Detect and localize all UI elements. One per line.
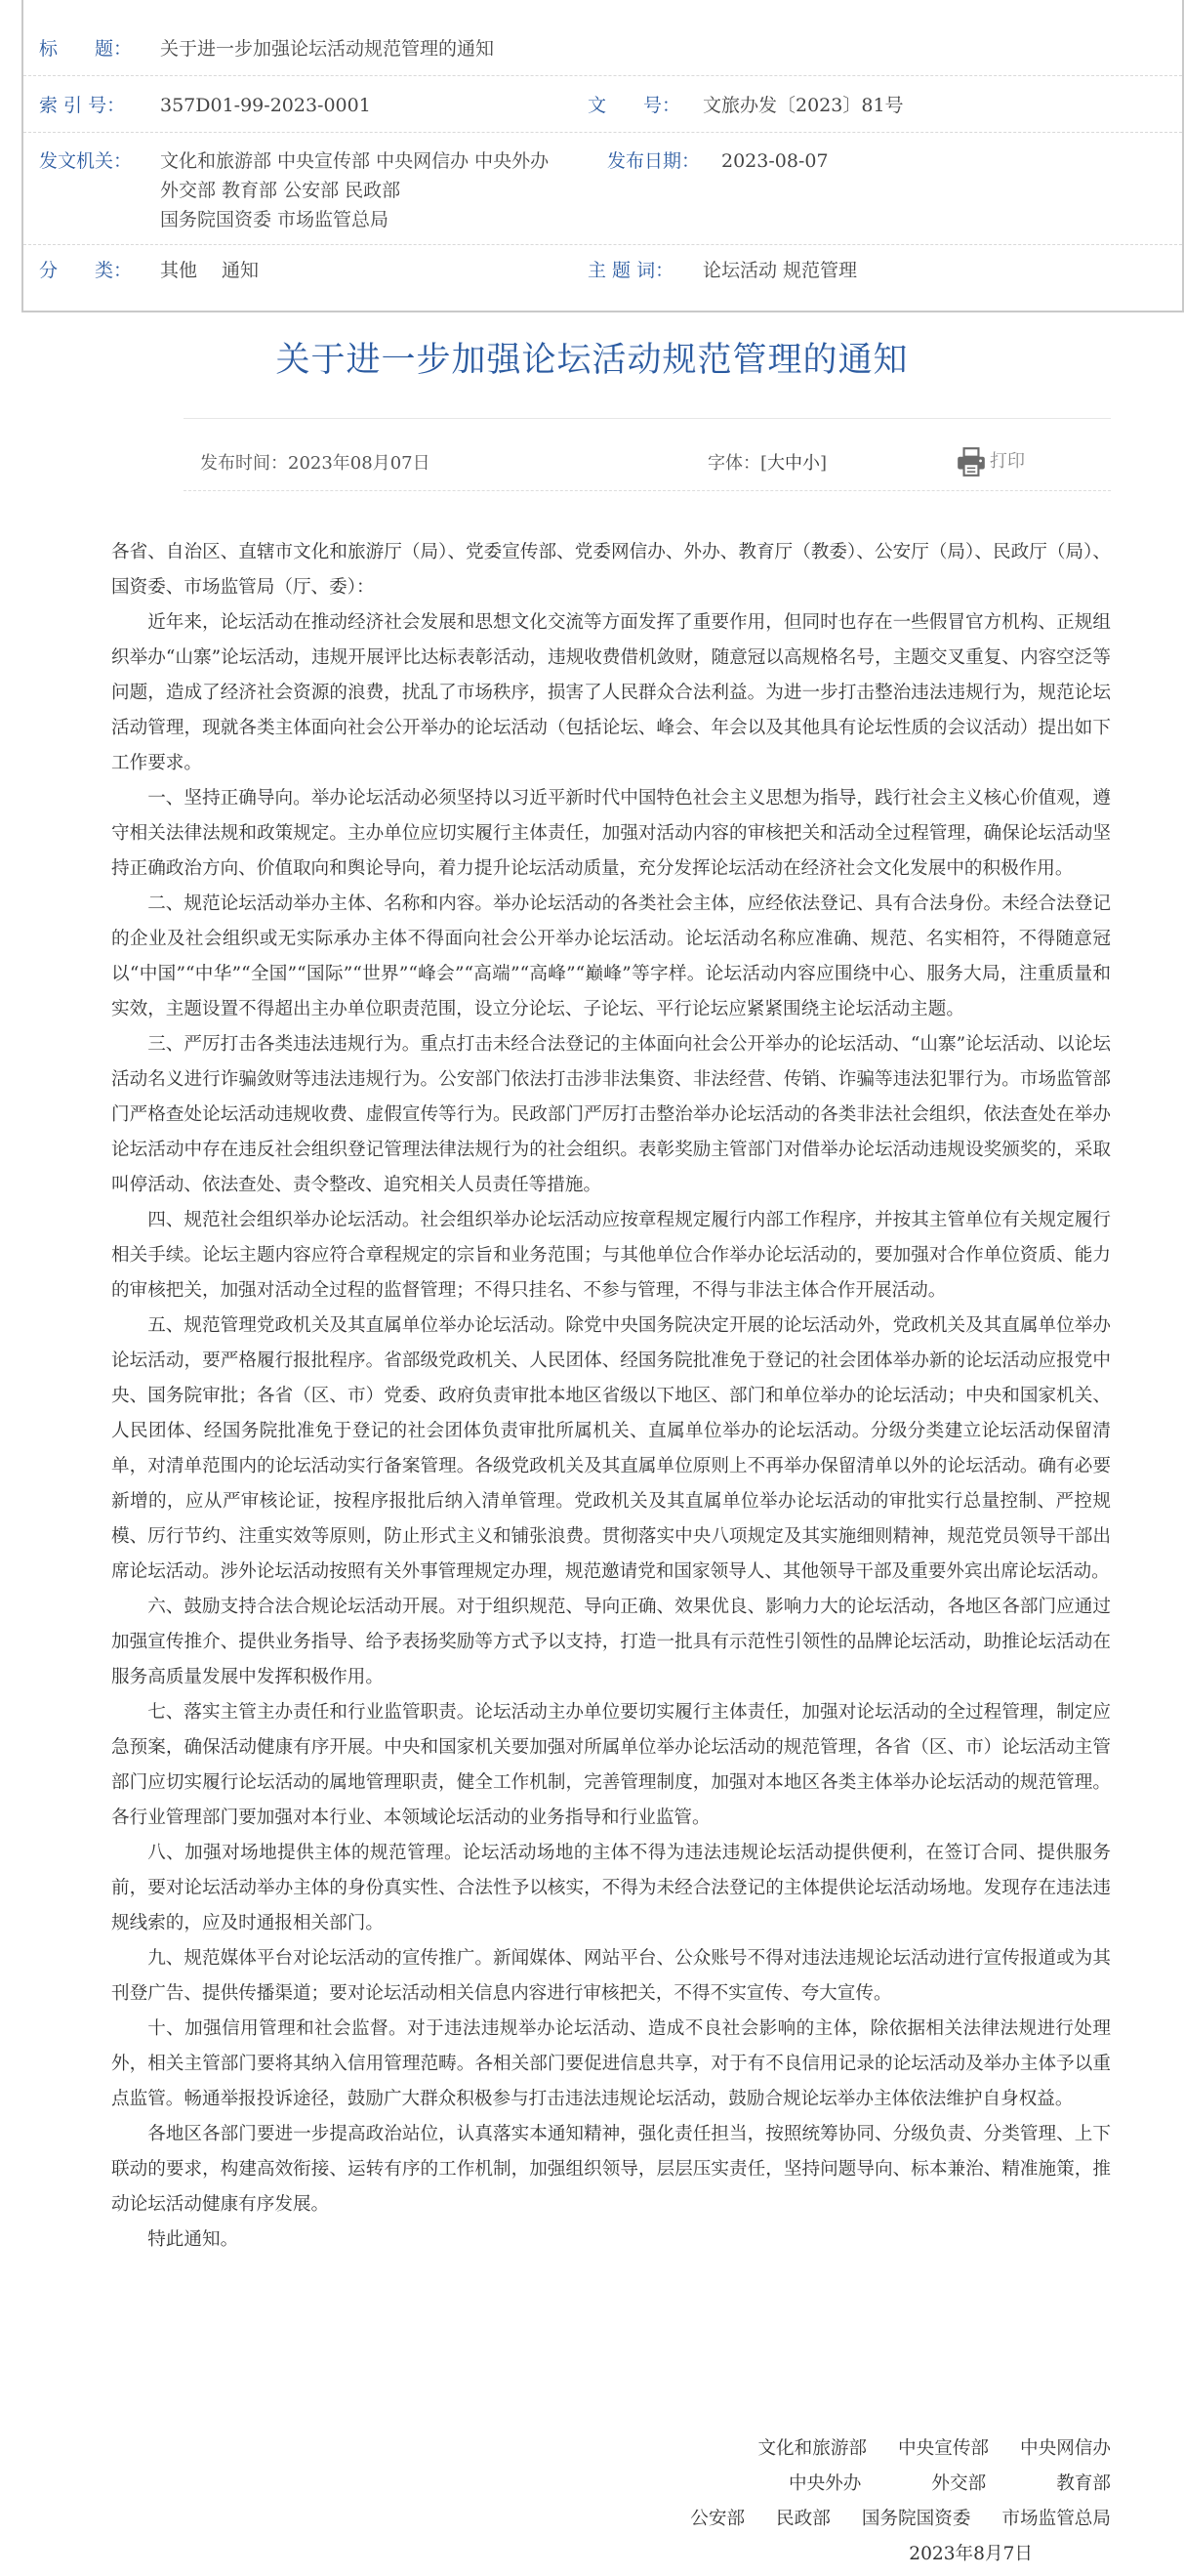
body-paragraph: 十、加强信用管理和社会监督。对于违法违规举办论坛活动、造成不良社会影响的主体，除依据相关法律法规进行处理外，相关主管部门要将其纳入信用管理范畴。各相关部门要促进信息共享，对于有不良信用记录的论坛活动及举办主体予以重点监管。畅通举报投诉途径，鼓励广大群众积极参与打击违法违规论坛活动，鼓励合规论坛举办主体依法维护自身权益。: [111, 2018, 1111, 2109]
print-label: 打印: [990, 451, 1025, 472]
document-metadata-panel: [21, 0, 1184, 312]
meta-title-label: 标 题：: [39, 38, 133, 60]
salutation-paragraph: 各省、自治区、直辖市文化和旅游厅（局）、党委宣传部、党委网信办、外办、教育厅（教委）、公安厅（局）、民政厅（局）、国资委、市场监管局（厅、委）：: [111, 542, 1111, 598]
body-paragraph: 九、规范媒体平台对论坛活动的宣传推广。新闻媒体、网站平台、公众账号不得对违法违规论坛活动进行宣传报道或为其刊登广告、提供传播渠道；要对论坛活动相关信息内容进行审核把关，不得不实宣传、夸大宣传。: [111, 1948, 1111, 2004]
signature-line: [726, 2431, 1111, 2467]
meta-docno-label: 文 号：: [588, 95, 681, 116]
meta-divider: [23, 244, 1182, 245]
font-size-label: 字体：: [708, 453, 760, 474]
meta-category-value: 其他 通知: [160, 260, 260, 281]
signatory: 市场监管总局: [1001, 2509, 1111, 2529]
signatory: 教育部: [1056, 2473, 1111, 2494]
meta-subject-label: 主 题 词：: [588, 260, 674, 281]
font-small-button[interactable]: 小: [802, 453, 821, 474]
font-medium-button[interactable]: 中: [785, 453, 803, 474]
title-divider: [184, 418, 1111, 419]
meta-divider: [23, 75, 1182, 76]
signatory: 公安部: [690, 2509, 746, 2529]
document-title: 关于进一步加强论坛活动规范管理的通知: [275, 341, 909, 380]
meta-docno-value: 文旅办发〔2023〕81号: [703, 95, 904, 116]
signatory: 文化和旅游部: [757, 2438, 868, 2459]
signatory: 中央外办: [789, 2473, 862, 2494]
signature-line: [757, 2467, 1111, 2502]
meta-title-value: 关于进一步加强论坛活动规范管理的通知: [160, 38, 495, 60]
article-body: [111, 535, 1111, 2258]
bracket-close: ]: [820, 453, 828, 474]
body-paragraph: 一、坚持正确导向。举办论坛活动必须坚持以习近平新时代中国特色社会主义思想为指导，践行社会主义核心价值观，遵守相关法律法规和政策规定。主办单位应切实履行主体责任，加强对活动内容的审核把关和活动全过程管理，确保论坛活动坚持正确政治方向、价值取向和舆论导向，着力提升论坛活动质量，充分发挥论坛活动在经济社会文化发展中的积极作用。: [111, 788, 1111, 879]
meta-index-label: 索 引 号：: [39, 95, 126, 116]
body-paragraph: 三、严厉打击各类违法违规行为。重点打击未经合法登记的主体面向社会公开举办的论坛活动、“山寨”论坛活动、以论坛活动名义进行诈骗敛财等违法违规行为。公安部门依法打击涉非法集资、非法经营、传销、诈骗等违法犯罪行为。市场监管部门严格查处论坛活动违规收费、虚假宣传等行为。民政部门严厉打击整治举办论坛活动的各类非法社会组织，依法查处在举办论坛活动中存在违反社会组织登记管理法律法规行为的社会组织。表彰奖励主管部门对借举办论坛活动违规设奖颁奖的，采取叫停活动、依法查处、责令整改、追究相关人员责任等措施。: [111, 1034, 1111, 1195]
meta-issuer-label: 发文机关：: [39, 150, 133, 172]
info-divider: [184, 490, 1111, 491]
font-large-button[interactable]: 大: [767, 453, 786, 474]
meta-divider: [23, 132, 1182, 133]
meta-category-label: 分 类：: [39, 260, 133, 281]
signatory: 国务院国资委: [861, 2509, 971, 2529]
body-paragraph: 八、加强对场地提供主体的规范管理。论坛活动场地的主体不得为违法违规论坛活动提供便利，在签订合同、提供服务前，要对论坛活动举办主体的身份真实性、合法性予以核实，不得为未经合法登记的主体提供论坛活动场地。发现存在违法违规线索的，应及时通报相关部门。: [111, 1843, 1111, 1933]
meta-issuer-line: 外交部 教育部 公安部 民政部: [160, 180, 401, 201]
signatory: 外交部: [931, 2473, 987, 2494]
meta-issuer-line: 国务院国资委 市场监管总局: [160, 209, 389, 230]
publish-time: [200, 449, 430, 478]
font-size-control: [708, 449, 827, 478]
signatory: 中央宣传部: [898, 2438, 990, 2459]
body-paragraph: 六、鼓励支持合法合规论坛活动开展。对于组织规范、导向正确、效果优良、影响力大的论坛活动，各地区各部门应通过加强宣传推介、提供业务指导、给予表扬奖励等方式予以支持，打造一批具有示范性引领性的品牌论坛活动，助推论坛活动在服务高质量发展中发挥积极作用。: [111, 1597, 1111, 1687]
print-button[interactable]: [955, 445, 1025, 478]
signatory: 中央网信办: [1020, 2438, 1111, 2459]
meta-date-label: 发布日期：: [607, 150, 701, 172]
meta-subject-value: 论坛活动 规范管理: [703, 260, 858, 281]
meta-index-value: 357D01-99-2023-0001: [160, 95, 371, 116]
closing-paragraph: 特此通知。: [147, 2229, 239, 2250]
printer-icon: [955, 445, 988, 478]
meta-issuer-line: 文化和旅游部 中央宣传部 中央网信办 中央外办: [160, 150, 550, 172]
publish-time-label: 发布时间：: [200, 453, 288, 474]
body-paragraph: 七、落实主管主办责任和行业监管职责。论坛活动主办单位要切实履行主体责任，加强对论坛活动的全过程管理，制定应急预案，确保活动健康有序开展。中央和国家机关要加强对所属单位举办论坛活动的规范管理，各省（区、市）论坛活动主管部门应切实履行论坛活动的属地管理职责，健全工作机制，完善管理制度，加强对本地区各类主体举办论坛活动的规范管理。各行业管理部门要加强对本行业、本领域论坛活动的业务指导和行业监管。: [111, 1702, 1111, 1828]
meta-issuer-value: [160, 146, 549, 234]
body-paragraph: 五、规范管理党政机关及其直属单位举办论坛活动。除党中央国务院决定开展的论坛活动外，党政机关及其直属单位举办论坛活动，要严格履行报批程序。省部级党政机关、人民团体、经国务院批准免于登记的社会团体举办新的论坛活动应报党中央、国务院审批；各省（区、市）党委、政府负责审批本地区省级以下地区、部门和单位举办的论坛活动；中央和国家机关、人民团体、经国务院批准免于登记的社会团体负责审批所属机关、直属单位举办的论坛活动。分级分类建立论坛活动保留清单，对清单范围内的论坛活动实行备案管理。各级党政机关及其直属单位原则上不再举办保留清单以外的论坛活动。确有必要新增的，应从严审核论证，按程序报批后纳入清单管理。党政机关及其直属单位举办论坛活动的审批实行总量控制、严控规模、厉行节约、注重实效等原则，防止形式主义和铺张浪费。贯彻落实中央八项规定及其实施细则精神，规范党员领导干部出席论坛活动。涉外论坛活动按照有关外事管理规定办理，规范邀请党和国家领导人、其他领导干部及重要外宾出席论坛活动。: [111, 1315, 1111, 1582]
body-paragraph: 近年来，论坛活动在推动经济社会发展和思想文化交流等方面发挥了重要作用，但同时也存在一些假冒官方机构、正规组织举办“山寨”论坛活动，违规开展评比达标表彰活动，违规收费借机敛财，随意冠以高规格名号，主题交叉重复、内容空泛等问题，造成了经济社会资源的浪费，扰乱了市场秩序，损害了人民群众合法利益。为进一步打击整治违法违规行为，规范论坛活动管理，现就各类主体面向社会公开举办的论坛活动（包括论坛、峰会、年会以及其他具有论坛性质的会议活动）提出如下工作要求。: [111, 612, 1111, 773]
signatory: 民政部: [776, 2509, 831, 2529]
meta-date-value: 2023-08-07: [721, 150, 829, 172]
bracket-open: [: [760, 453, 768, 474]
body-paragraph: 各地区各部门要进一步提高政治站位，认真落实本通知精神，强化责任担当，按照统筹协同、分级负责、分类管理、上下联动的要求，构建高效衔接、运转有序的工作机制，加强组织领导，层层压实责任，坚持问题导向、标本兼治、精准施策，推动论坛活动健康有序发展。: [111, 2124, 1111, 2215]
body-paragraph: 二、规范论坛活动举办主体、名称和内容。举办论坛活动的各类社会主体，应经依法登记、具有合法身份。未经合法登记的企业及社会组织或无实际承办主体不得面向社会公开举办论坛活动。论坛活动名称应准确、规范、名实相符，不得随意冠以“中国”“中华”“全国”“国际”“世界”“峰会”“高端”“高峰”“巅峰”等字样。论坛活动内容应围绕中心、服务大局，注重质量和实效，主题设置不得超出主办单位职责范围，设立分论坛、子论坛、平行论坛应紧紧围绕主论坛活动主题。: [111, 893, 1111, 1019]
signature-date: 2023年8月7日: [909, 2544, 1033, 2564]
signature-line: [659, 2502, 1111, 2537]
body-paragraph: 四、规范社会组织举办论坛活动。社会组织举办论坛活动应按章程规定履行内部工作程序，并按其主管单位有关规定履行相关手续。论坛主题内容应符合章程规定的宗旨和业务范围；与其他单位合作举办论坛活动的，要加强对合作单位资质、能力的审核把关，加强对活动全过程的监督管理；不得只挂名、不参与管理，不得与非法主体合作开展活动。: [111, 1210, 1111, 1301]
publish-time-value: 2023年08月07日: [288, 453, 430, 474]
